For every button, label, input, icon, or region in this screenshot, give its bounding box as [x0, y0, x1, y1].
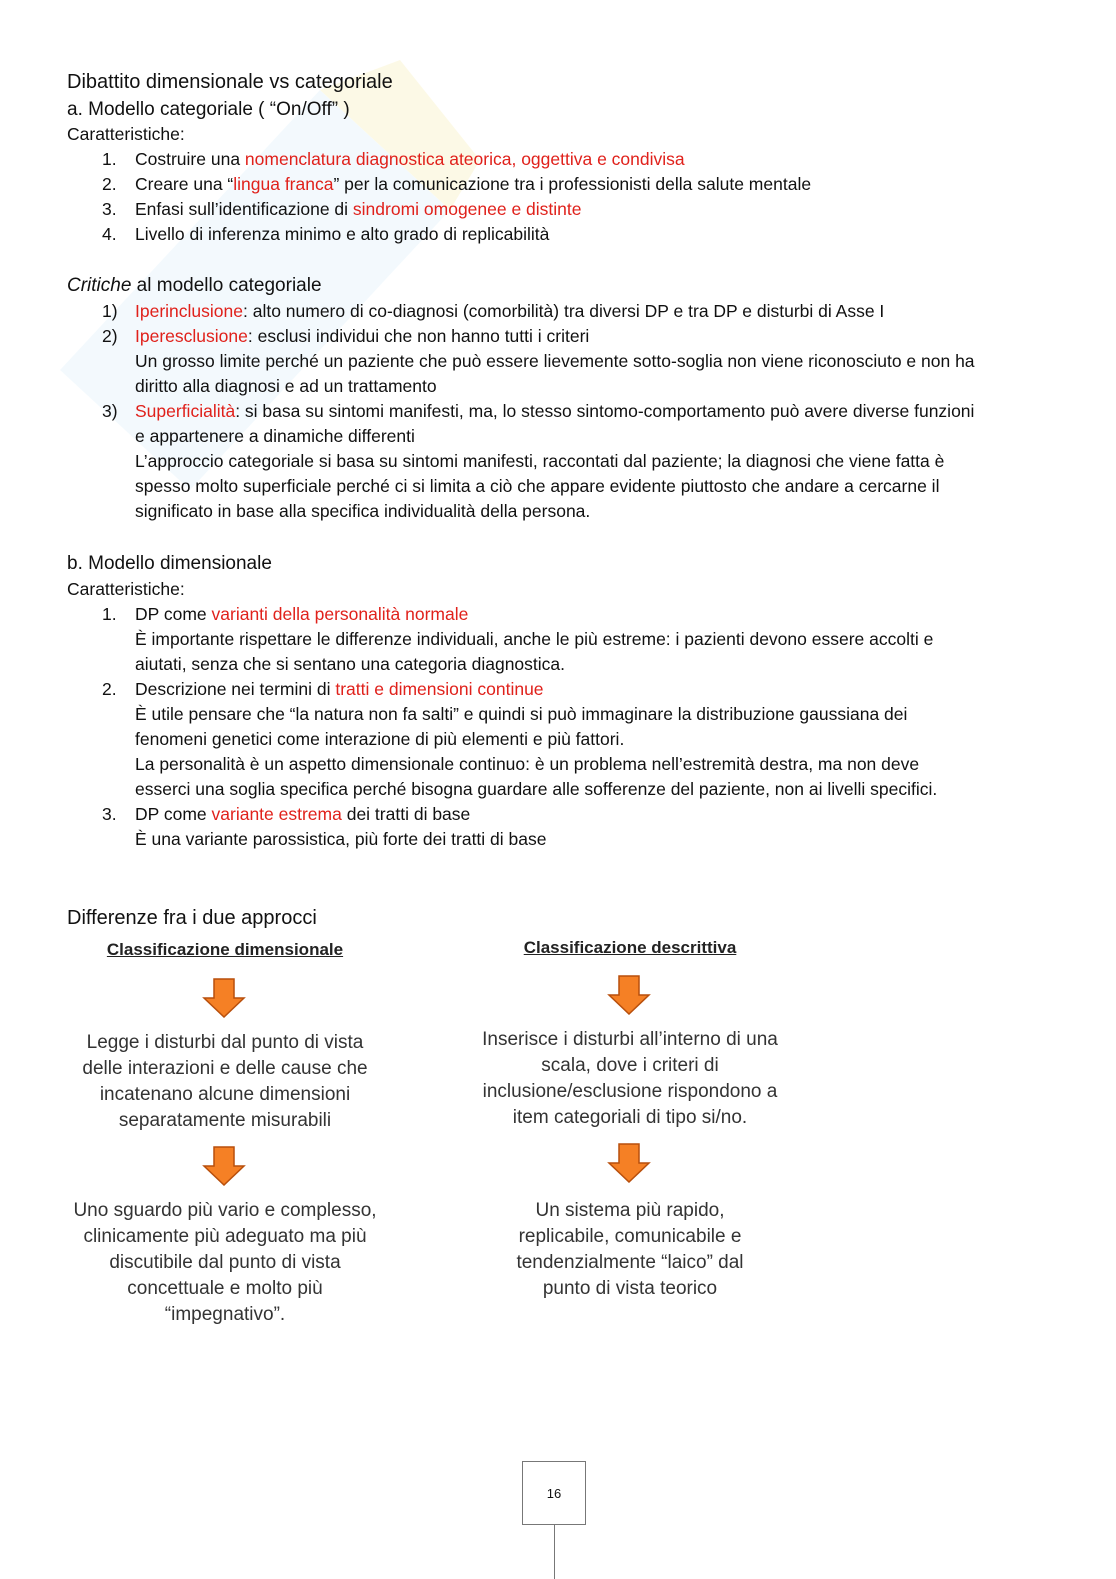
- right-column-title: Classificazione descrittiva: [523, 938, 737, 957]
- arrow-down-icon: [202, 978, 246, 1018]
- paragraph-line: diritto alla diagnosi e ad un trattamento: [135, 376, 437, 396]
- paragraph-line: significato in base alla specifica individualità della persona.: [135, 501, 591, 521]
- right-evaluation: Un sistema più rapido, replicabile, comunicabile e tendenzialmente “laico” dal punto di vista teorico: [516, 1200, 744, 1299]
- section-title: Differenze fra i due approcci: [67, 907, 317, 929]
- paragraph-line: È utile pensare che “la natura non fa salti” e quindi si può immaginare la distribuzione gaussiana dei: [135, 704, 908, 724]
- page-number: 16: [522, 1461, 586, 1525]
- left-evaluation: Uno sguardo più vario e complesso, clinicamente più adeguato ma più discutibile dal punto di vista concettuale e molto più “impegnativo”.: [73, 1200, 377, 1325]
- paragraph-line: e appartenere a dinamiche differenti: [135, 426, 415, 446]
- paragraph-line: La personalità è un aspetto dimensionale continuo: è un problema nell’estremità destra, ma non deve: [135, 754, 920, 774]
- right-description: Inserisce i disturbi all’interno di una scala, dove i criteri di inclusione/esclusione rispondono a item categoriali di tipo si/no.: [482, 1029, 778, 1128]
- footer-divider: [554, 1525, 555, 1579]
- paragraph-line: fenomeni genetici come interazione di più elementi e più fattori.: [135, 729, 625, 749]
- section-title: Dibattito dimensionale vs categoriale: [67, 71, 393, 93]
- features-label: Caratteristiche:: [67, 124, 185, 144]
- paragraph-line: È importante rispettare le differenze individuali, anche le più estreme: i pazienti devono essere accolti e: [135, 629, 934, 649]
- paragraph-line: L’approccio categoriale si basa su sintomi manifesti, raccontati dal paziente; la diagnosi che viene fatta è: [135, 451, 945, 471]
- critiques-title: Critiche al modello categoriale: [67, 275, 322, 296]
- subsection-title: b. Modello dimensionale: [67, 553, 272, 574]
- arrow-down-icon: [607, 1143, 651, 1183]
- paragraph-line: aiutati, senza che si sentano una categoria diagnostica.: [135, 654, 566, 674]
- paragraph-line: esserci una soglia specifica perché bisogna guardare alle sofferenze del paziente, non ai livelli specifici.: [135, 779, 938, 799]
- paragraph-line: Un grosso limite perché un paziente che può essere lievemente sotto-soglia non viene riconosciuto e non ha: [135, 351, 975, 371]
- paragraph-line: spesso molto superficiale perché ci si limita a ciò che appare evidente piuttosto che andare a cercarne il: [135, 476, 940, 496]
- arrow-down-icon: [202, 1146, 246, 1186]
- arrow-down-icon: [607, 975, 651, 1015]
- paragraph-line: È una variante parossistica, più forte dei tratti di base: [135, 829, 547, 849]
- features-label: Caratteristiche:: [67, 579, 185, 599]
- left-description: Legge i disturbi dal punto di vista delle interazioni e delle cause che incatenano alcune dimensioni separatamente misurabili: [82, 1032, 368, 1131]
- left-column-title: Classificazione dimensionale: [106, 940, 344, 959]
- subsection-title: a. Modello categoriale ( “On/Off” ): [67, 99, 350, 120]
